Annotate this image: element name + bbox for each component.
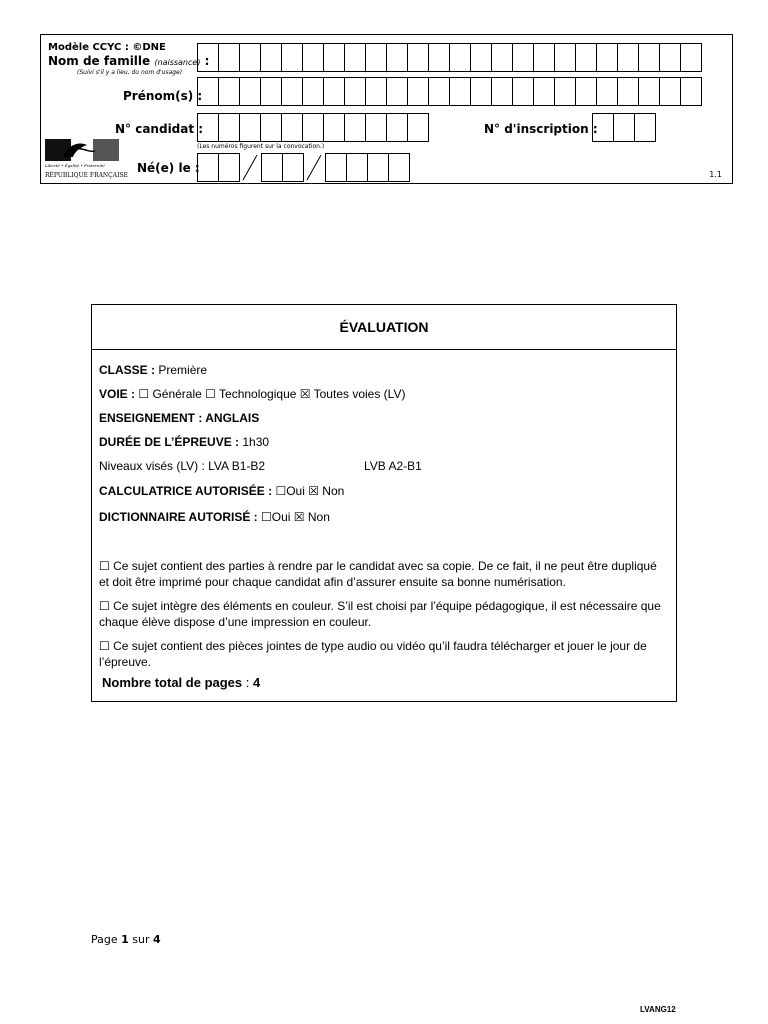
inscription-number-cell[interactable] bbox=[634, 113, 656, 142]
option-color-paragraph: ☐ Ce sujet intègre des éléments en couleur. S’il est choisi par l’équipe pédagogique, il est nécessaire que chaque élève dispose d’une impression en couleur. bbox=[99, 599, 661, 629]
family-name-cell[interactable] bbox=[260, 43, 282, 72]
birth-year-cell[interactable] bbox=[346, 153, 368, 182]
family-name-cell[interactable] bbox=[554, 43, 576, 72]
candidate-number-cell[interactable] bbox=[218, 113, 240, 142]
firstname-label: Prénom(s) : bbox=[123, 89, 203, 103]
birth-day-cell[interactable] bbox=[218, 153, 240, 182]
firstname-cell[interactable] bbox=[554, 77, 576, 106]
birth-month-cell[interactable] bbox=[282, 153, 304, 182]
firstname-cell[interactable] bbox=[617, 77, 639, 106]
family-name-cells[interactable] bbox=[197, 43, 701, 72]
candidate-number-note: (Les numéros figurent sur la convocation.) bbox=[197, 143, 325, 150]
firstname-cell[interactable] bbox=[197, 77, 219, 106]
family-name-cell[interactable] bbox=[533, 43, 555, 72]
family-name-cell[interactable] bbox=[575, 43, 597, 72]
firstname-cell[interactable] bbox=[680, 77, 702, 106]
family-name-cell[interactable] bbox=[449, 43, 471, 72]
republique-francaise-logo bbox=[43, 135, 128, 183]
firstname-cell[interactable] bbox=[407, 77, 429, 106]
logo-motto: Liberté • Égalité • Fraternité bbox=[45, 163, 105, 168]
firstname-cell[interactable] bbox=[575, 77, 597, 106]
firstname-cell[interactable] bbox=[323, 77, 345, 106]
page-counter: Page 1 sur 4 bbox=[91, 933, 161, 946]
family-name-cell[interactable] bbox=[617, 43, 639, 72]
family-name-label: Nom de famille (naissance) : bbox=[48, 54, 210, 68]
candidate-number-cell[interactable] bbox=[407, 113, 429, 142]
date-separator bbox=[239, 153, 261, 182]
niveaux-lva: Niveaux visés (LV) : LVA B1-B2 bbox=[99, 459, 266, 473]
family-name-cell[interactable] bbox=[596, 43, 618, 72]
candidate-number-cell[interactable] bbox=[386, 113, 408, 142]
candidate-number-cell[interactable] bbox=[344, 113, 366, 142]
firstname-cell[interactable] bbox=[428, 77, 450, 106]
firstname-cell[interactable] bbox=[659, 77, 681, 106]
firstname-cells[interactable] bbox=[197, 77, 701, 106]
family-name-cell[interactable] bbox=[197, 43, 219, 72]
family-name-cell[interactable] bbox=[680, 43, 702, 72]
candidate-number-cell[interactable] bbox=[281, 113, 303, 142]
version-label: 1.1 bbox=[709, 170, 722, 179]
candidate-number-cells[interactable] bbox=[197, 113, 428, 142]
niveaux-lvb: LVB A2-B1 bbox=[364, 459, 422, 473]
family-name-cell[interactable] bbox=[239, 43, 261, 72]
inscription-number-label: N° d'inscription : bbox=[484, 122, 598, 136]
firstname-cell[interactable] bbox=[596, 77, 618, 106]
family-name-cell[interactable] bbox=[659, 43, 681, 72]
birth-year-cell[interactable] bbox=[367, 153, 389, 182]
firstname-cell[interactable] bbox=[365, 77, 387, 106]
family-name-cell[interactable] bbox=[218, 43, 240, 72]
firstname-cell[interactable] bbox=[491, 77, 513, 106]
birth-date-label: Né(e) le : bbox=[137, 161, 200, 175]
family-name-cell[interactable] bbox=[491, 43, 513, 72]
date-separator bbox=[303, 153, 325, 182]
candidate-number-label: N° candidat : bbox=[115, 122, 204, 136]
firstname-cell[interactable] bbox=[281, 77, 303, 106]
family-name-cell[interactable] bbox=[386, 43, 408, 72]
family-name-cell[interactable] bbox=[344, 43, 366, 72]
firstname-cell[interactable] bbox=[260, 77, 282, 106]
firstname-cell[interactable] bbox=[386, 77, 408, 106]
voie-line: VOIE : ☐ Générale ☐ Technologique ☒ Toutes voies (LV) bbox=[99, 387, 406, 401]
firstname-cell[interactable] bbox=[449, 77, 471, 106]
logo-name: RÉPUBLIQUE FRANÇAISE bbox=[45, 172, 128, 179]
family-name-cell[interactable] bbox=[470, 43, 492, 72]
firstname-cell[interactable] bbox=[512, 77, 534, 106]
inscription-number-cells[interactable] bbox=[592, 113, 655, 142]
firstname-cell[interactable] bbox=[344, 77, 366, 106]
candidate-number-cell[interactable] bbox=[365, 113, 387, 142]
birth-year-cell[interactable] bbox=[388, 153, 410, 182]
family-name-cell[interactable] bbox=[365, 43, 387, 72]
birth-month-cell[interactable] bbox=[261, 153, 283, 182]
family-name-cell[interactable] bbox=[638, 43, 660, 72]
birth-date-cells[interactable] bbox=[197, 153, 409, 182]
birth-day-cell[interactable] bbox=[197, 153, 219, 182]
family-name-note: (Suivi s'il y a lieu, du nom d'usage) bbox=[77, 69, 183, 76]
evaluation-box bbox=[91, 304, 677, 702]
birth-year-cell[interactable] bbox=[325, 153, 347, 182]
candidate-number-cell[interactable] bbox=[197, 113, 219, 142]
family-name-cell[interactable] bbox=[512, 43, 534, 72]
firstname-cell[interactable] bbox=[533, 77, 555, 106]
family-name-cell[interactable] bbox=[281, 43, 303, 72]
family-name-cell[interactable] bbox=[407, 43, 429, 72]
model-label: Modèle CCYC : ©DNE bbox=[48, 42, 166, 53]
family-name-cell[interactable] bbox=[302, 43, 324, 72]
candidate-number-cell[interactable] bbox=[260, 113, 282, 142]
dictionnaire-line: DICTIONNAIRE AUTORISÉ : ☐Oui ☒ Non bbox=[99, 510, 330, 524]
total-pages: Nombre total de pages : 4 bbox=[102, 675, 261, 690]
inscription-number-cell[interactable] bbox=[613, 113, 635, 142]
family-name-cell[interactable] bbox=[323, 43, 345, 72]
evaluation-title: ÉVALUATION bbox=[92, 305, 676, 350]
firstname-cell[interactable] bbox=[638, 77, 660, 106]
family-name-cell[interactable] bbox=[428, 43, 450, 72]
option-media-paragraph: ☐ Ce sujet contient des pièces jointes de type audio ou vidéo qu’il faudra télécharger et jouer le jour de l’épreuve. bbox=[99, 639, 647, 669]
firstname-cell[interactable] bbox=[470, 77, 492, 106]
candidate-number-cell[interactable] bbox=[239, 113, 261, 142]
candidate-number-cell[interactable] bbox=[323, 113, 345, 142]
firstname-cell[interactable] bbox=[302, 77, 324, 106]
subject-code: LVANG12 bbox=[640, 1005, 676, 1014]
option-copy-paragraph: ☐ Ce sujet contient des parties à rendre par le candidat avec sa copie. De ce fait, il ne peut être dupliqué et doit être imprimé pour chaque candidat afin d’assurer ensuite sa bonne numérisation. bbox=[99, 559, 657, 589]
inscription-number-cell[interactable] bbox=[592, 113, 614, 142]
firstname-cell[interactable] bbox=[218, 77, 240, 106]
classe-line: CLASSE : Première bbox=[99, 363, 208, 377]
duree-line: DURÉE DE L’ÉPREUVE : 1h30 bbox=[99, 435, 270, 449]
calculatrice-line: CALCULATRICE AUTORISÉE : ☐Oui ☒ Non bbox=[99, 484, 345, 498]
candidate-number-cell[interactable] bbox=[302, 113, 324, 142]
firstname-cell[interactable] bbox=[239, 77, 261, 106]
candidate-id-box bbox=[40, 34, 733, 184]
enseignement-line: ENSEIGNEMENT : ANGLAIS bbox=[99, 411, 260, 425]
